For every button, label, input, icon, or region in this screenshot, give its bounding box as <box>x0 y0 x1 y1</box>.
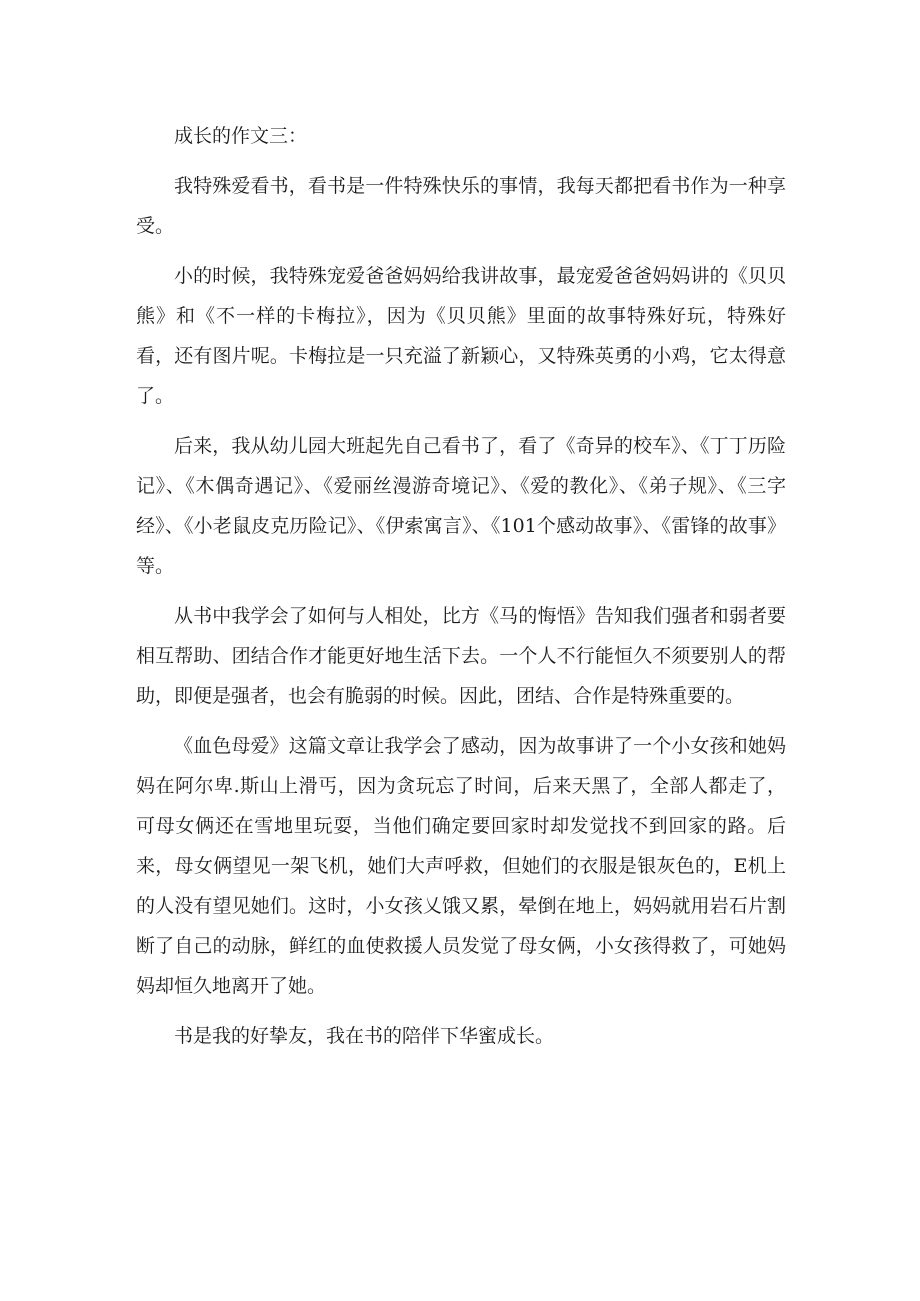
paragraph-1: 我特殊爱看书，看书是一件特殊快乐的事情，我每天都把看书作为一种享受。 <box>136 175 786 237</box>
paragraph-6: 书是我的好挚友，我在书的陪伴下华蜜成长。 <box>174 1025 555 1047</box>
paragraph-5: 《血色母爱》这篇文章让我学会了感动，因为故事讲了一个小女孩和她妈妈在阿尔卑.斯山上滑丐，因为贪玩忘了时间，后来天黑了，全部人都走了，可母女俩还在雪地里玩耍，当他们确定要回家时却发觉找不到回家的路。后来，母女俩望见一架飞机，她们大声呼救，但她们的衣服是银灰色的，E机上的人没有望见她们。这时，小女孩乂饿又累，晕倒在地上，妈妈就用岩石片割断了自己的动脉，鲜红的血使救援人员发觉了母女俩，小女孩得救了，可她妈妈却恒久地离开了她。 <box>136 735 786 997</box>
essay-body <box>136 116 786 1066</box>
paragraph-4: 从书中我学会了如何与人相处，比方《马的悔悟》告知我们强者和弱者要相互帮助、团结合作才能更好地生活下去。一个人不行能恒久不须要别人的帮助，即便是强者，也会有脆弱的时候。因此，团结、合作是特殊重要的。 <box>136 605 786 707</box>
essay-title: 成长的作文三： <box>174 125 308 147</box>
paragraph-2: 小的时候，我特殊宠爱爸爸妈妈给我讲故事，最宠爱爸爸妈妈讲的《贝贝熊》和《不一样的卡梅拉》，因为《贝贝熊》里面的故事特殊好玩，特殊好看，还有图片呢。卡梅拉是一只充溢了新颖心，又特殊英勇的小鸡，它太得意了。 <box>136 265 786 407</box>
paragraph-3: 后来，我从幼儿园大班起先自己看书了，看了《奇异的校车》、《丁丁历险记》、《木偶奇遇记》、《爱丽丝漫游奇境记》、《爱的教化》、《弟子规》、《三字经》、《小老鼠皮克历险记》、《伊索寓言》、《101个感动故事》、《雷锋的故事》等。 <box>136 435 786 577</box>
